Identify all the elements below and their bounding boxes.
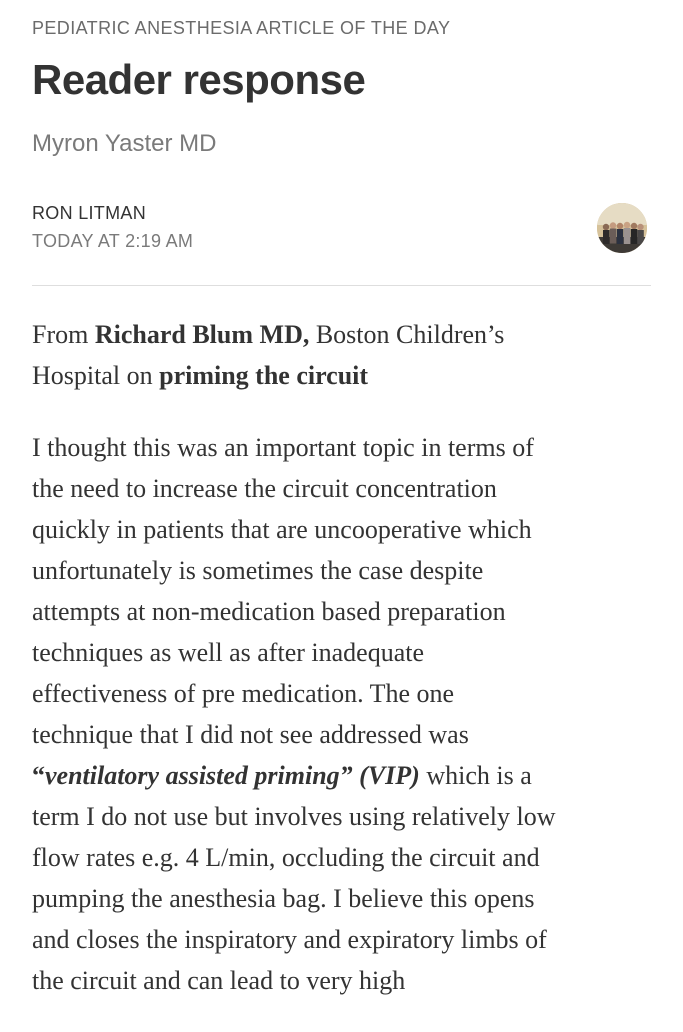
body-line: pumping the anesthesia bag. I believe this opens xyxy=(32,884,535,913)
vip-open-quote: “ xyxy=(32,761,45,790)
article-body xyxy=(32,314,651,1032)
body-line: the circuit and can lead to very high xyxy=(32,966,406,995)
body-line: I thought this was an important topic in terms of xyxy=(32,433,534,462)
sender-institution: Boston Children’s xyxy=(309,320,505,349)
body-line: flow rates e.g. 4 L/min, occluding the circuit and xyxy=(32,843,540,872)
sender-name: Richard Blum MD, xyxy=(94,320,310,349)
body-line: attempts at non-medication based preparation xyxy=(32,597,506,626)
topic-name: priming the circuit xyxy=(159,361,369,390)
avatar-photo-icon xyxy=(597,203,647,253)
intro-from: From xyxy=(32,320,95,349)
intro-line-1 xyxy=(32,314,651,355)
intro-line-2 xyxy=(32,355,651,396)
vip-line-rest: which is a xyxy=(419,761,532,790)
article-title: Reader response xyxy=(32,56,366,103)
author-avatar-icon[interactable] xyxy=(597,203,647,253)
publish-date: TODAY AT 2:19 AM xyxy=(32,231,194,251)
header-divider xyxy=(32,285,651,286)
publication-name[interactable]: PEDIATRIC ANESTHESIA ARTICLE OF THE DAY xyxy=(32,18,451,38)
intro-line-2-start: Hospital on xyxy=(32,361,160,390)
body-line: techniques as well as after inadequate xyxy=(32,638,424,667)
body-line: effectiveness of pre medication. The one xyxy=(32,679,455,708)
body-line: the need to increase the circuit concentration xyxy=(32,474,497,503)
body-line: and closes the inspiratory and expiratory limbs of xyxy=(32,925,547,954)
vip-term: ventilatory assisted priming” (VIP) xyxy=(45,761,420,790)
vip-line xyxy=(32,755,651,796)
body-line: unfortunately is sometimes the case despite xyxy=(32,556,484,585)
body-line: technique that I did not see addressed was xyxy=(32,720,469,749)
response-paragraph xyxy=(32,427,651,1001)
body-line: term I do not use but involves using relatively low xyxy=(32,802,556,831)
author-name[interactable]: RON LITMAN xyxy=(32,203,147,223)
article-subtitle: Myron Yaster MD xyxy=(32,130,217,157)
body-line: quickly in patients that are uncooperative which xyxy=(32,515,532,544)
intro-paragraph xyxy=(32,314,651,396)
